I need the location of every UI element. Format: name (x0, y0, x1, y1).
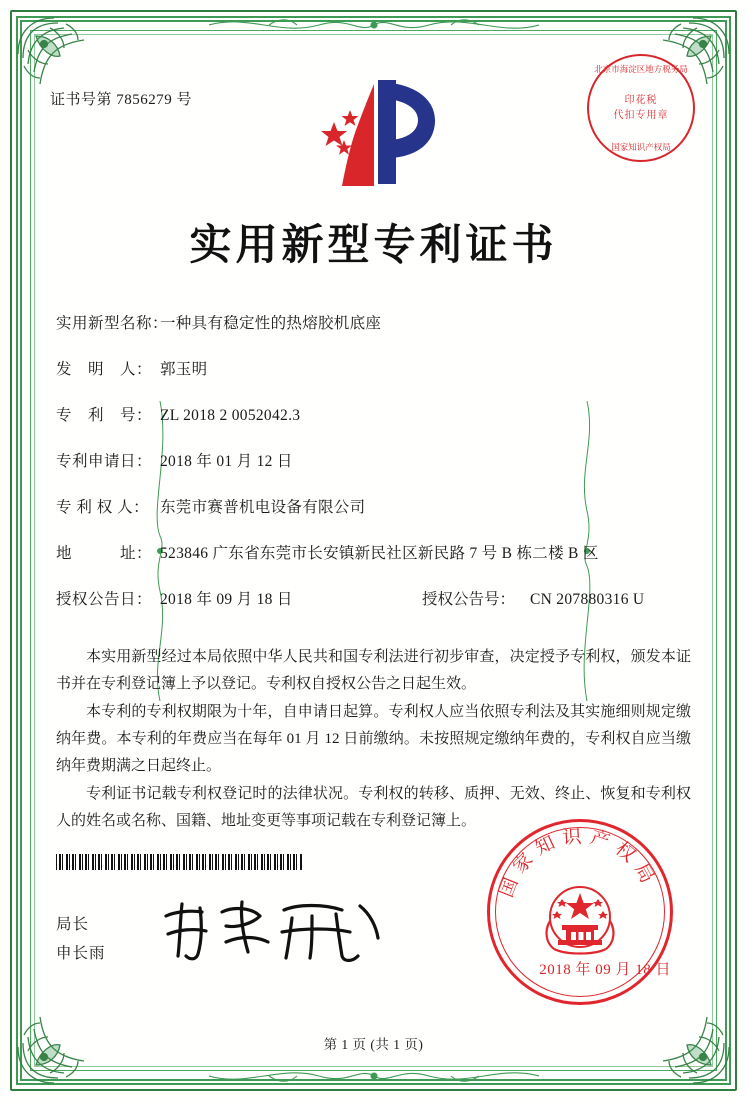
cnipa-logo-icon (304, 74, 444, 194)
seal-arc-bottom: 国家知识产权局 (611, 142, 671, 152)
field-value-secondary: CN 207880316 U (530, 591, 645, 609)
field-value: 2018 年 09 月 18 日 (160, 591, 293, 609)
field-label-secondary: 授权公告号： (422, 591, 516, 609)
page-footer: 第 1 页 (共 1 页) (323, 1037, 424, 1052)
field-label: 授权公告日： (56, 591, 153, 609)
bottom-filigree-icon (209, 1063, 539, 1089)
seal-center-text (587, 93, 695, 123)
svg-text:国家知识产权局: 国家知识产权局 (495, 825, 662, 901)
field-label: 专 利 号： (56, 407, 153, 425)
field-value: 一种具有稳定性的热熔胶机底座 (160, 315, 382, 332)
certificate-content (46, 44, 701, 1057)
field-label: 专 利 权 人： (56, 499, 150, 517)
barcode (56, 854, 302, 870)
field-row-patentee (56, 496, 691, 520)
legal-text (56, 644, 691, 837)
seal-date: 2018 年 09 月 18 日 (539, 962, 671, 978)
field-row-application-date (56, 450, 691, 474)
field-row-name (56, 312, 691, 336)
signature-block (56, 910, 106, 969)
handwritten-signature-icon (156, 896, 386, 966)
page-title: 实用新型专利证书 (189, 220, 558, 269)
top-filigree-icon (209, 12, 539, 38)
field-label: 专利申请日： (56, 453, 153, 471)
seal-line-1: 印花税 (624, 95, 658, 106)
field-value: 郭玉明 (160, 361, 208, 379)
field-value: 523846 广东省东莞市长安镇新民社区新民路 7 号 B 栋二楼 B 区 (160, 545, 599, 563)
field-value: ZL 2018 2 0052042.3 (160, 407, 301, 425)
certificate-number: 证书号第 7856279 号 (50, 92, 193, 108)
field-list (56, 312, 691, 634)
field-label: 实用新型名称： (56, 315, 169, 332)
field-value: 2018 年 01 月 12 日 (160, 453, 293, 471)
signature-name: 申长雨 (56, 945, 106, 963)
field-row-patent-number (56, 404, 691, 428)
field-label: 地 址： (56, 545, 153, 563)
field-row-address (56, 542, 691, 566)
seal-line-2: 代扣专用章 (613, 110, 669, 121)
field-label: 发 明 人： (56, 361, 153, 379)
field-value: 东莞市赛普机电设备有限公司 (160, 499, 366, 517)
paragraph: 本专利的专利权期限为十年，自申请日起算。专利权人应当依照专利法及其实施细则规定缴纳年费。本专利的年费应当在每年 01 月 12 日前缴纳。未按照规定缴纳年费的，专利权自应当缴纳年费期满之日起终止。 (56, 704, 691, 774)
paragraph: 本实用新型经过本局依照中华人民共和国专利法进行初步审查，决定授予专利权，颁发本证书并在专利登记簿上予以登记。专利权自授权公告之日起生效。 (56, 649, 691, 692)
tax-stamp-seal (587, 54, 695, 162)
field-row-inventor (56, 358, 691, 382)
seal-arc-top: 北京市海淀区地方税务局 (594, 64, 688, 74)
paragraph: 专利证书记载专利权登记时的法律状况。专利权的转移、质押、无效、终止、恢复和专利权人的姓名或名称、国籍、地址变更等事项记载在专利登记簿上。 (56, 786, 691, 830)
field-row-grant (56, 588, 691, 612)
signature-title: 局长 (56, 916, 90, 933)
